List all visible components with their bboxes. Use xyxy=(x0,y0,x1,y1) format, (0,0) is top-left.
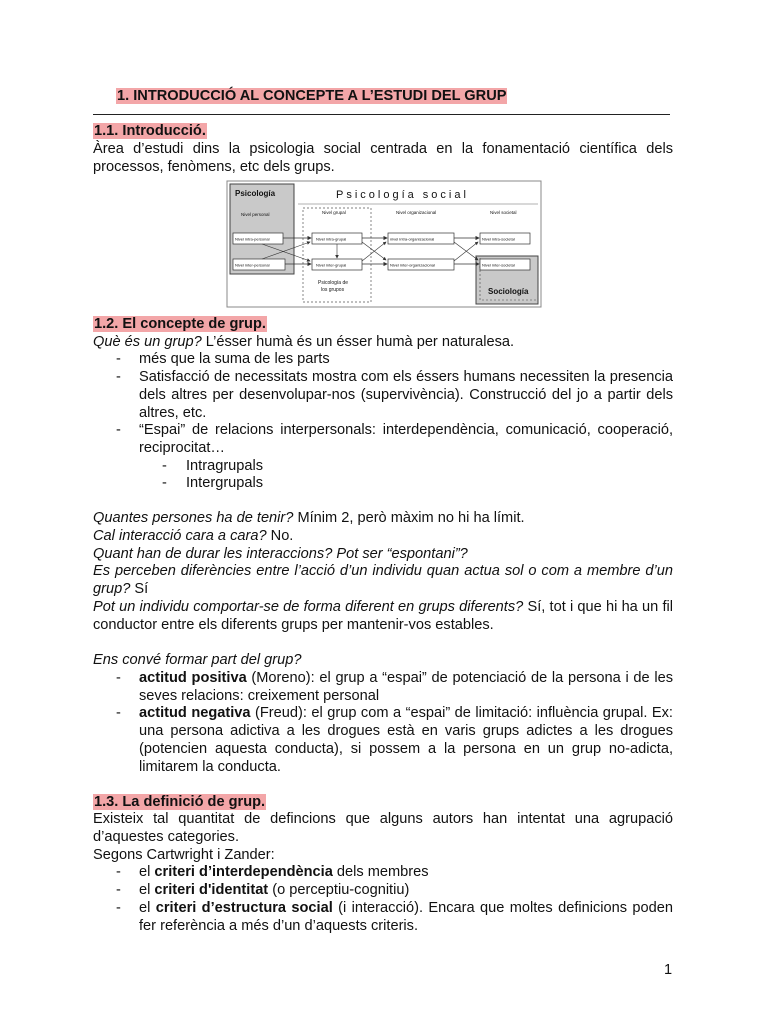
question-what-is-group: Què és un grup? L’ésser humà és un ésser humà per naturalesa. xyxy=(93,334,515,350)
page-number: 1 xyxy=(664,962,673,978)
col-grupal-label: Nivel grupal xyxy=(322,210,346,215)
svg-text:Nivel intra-grupal: Nivel intra-grupal xyxy=(316,236,347,242)
col-org-label: Nivel organizacional xyxy=(396,210,437,215)
col-personal-label: Nivel personal xyxy=(241,212,270,217)
list-item: actitud positiva (Moreno): el grup a “espai” de potenciació de la persona i de les seves relacions: creixement personal xyxy=(139,670,673,704)
psicologia-label: Psicología xyxy=(235,189,276,198)
section-heading-1-1: 1.1. Introducció. xyxy=(94,123,206,139)
group-psych-label-2: los grupos xyxy=(321,287,345,293)
group-psych-label-1: Psicología de xyxy=(318,280,349,286)
list-item: “Espai” de relacions interpersonals: interdependència, comunicació, cooperació, reciprocitat… xyxy=(139,422,673,456)
sub-list-item: Intergrupals xyxy=(186,475,264,491)
section-1-3-intro: Segons Cartwright i Zander: xyxy=(93,847,275,863)
list-item: el criteri d’estructura social (i interacció). Encara que moltes definicions poden fer referència a més d’un d’aquests criteris. xyxy=(139,900,674,934)
diagram-title: Psicología social xyxy=(336,189,469,201)
sub-list-item: Intragrupals xyxy=(186,458,264,474)
svg-text:Nivel inter-organizacional: Nivel inter-organizacional xyxy=(390,262,435,268)
psychology-levels-diagram xyxy=(226,180,542,308)
col-soc-label: Nivel societal xyxy=(490,210,517,215)
svg-text:Nivel intra-personal: Nivel intra-personal xyxy=(235,236,270,242)
list-item: actitud negativa (Freud): el grup com a “espai” de limitació: influència grupal. Ex: una persona adictiva a les drogues està en varis grups adictes a les drogues (potencien aquesta conducta), si possem a la persona en un grup no-adicta, limitarem la conducta. xyxy=(139,705,673,775)
list-item: el criteri d'identitat (o perceptiu-cognitiu) xyxy=(139,882,410,898)
svg-text:Nivel inter-personal: Nivel inter-personal xyxy=(235,262,270,268)
question-differences: Es perceben diferències entre l’acció d’un individu quan actua sol o com a membre d’un grup? Sí xyxy=(93,563,673,597)
document-page: 1. INTRODUCCIÓ AL CONCEPTE A L’ESTUDI DEL GRUP 1.1. Introducció. Àrea d’estudi dins la psicologia social centrada en la fonamentació científica dels processos, fenòmens, etc dels grups. Psicología Nivel personal Psicología social Nivel grupal Nivel organizacional Nivel societal Sociología Nivel intra-personal Nivel intra-grupal nivel intra-organizacional Nivel intra-societal Nivel inter-personal Nivel inter-grupal Nivel inter-organizacional Nivel inter-societal Psicología de los grupos 1.2. El concepte de grup. Què és un grup? L’ésser humà és un ésser humà per naturalesa. - més que la suma de les parts - Satisfacció de necessitats mostra com els éssers humans necessiten la presencia dels altres per desenvolupar-nos (supervivència). Construcció del jo a partir dels altres, etc. - “Espai” de relacions interpersonals: interdependència, comunicació, cooperació, reciprocitat… - Intragrupals - Intergrupals Quantes persones ha de tenir? Mínim 2, però màxim no hi ha límit. Cal interacció cara a cara? No. Quant han de durar les interaccions? Pot ser “espontani”? Es perceben diferències entre l’acció d’un individu quan actua sol o com a membre d’un grup? Sí Pot un individu comportar-se de forma diferent en grups diferents? Sí, tot i que hi ha un fil conductor entre els diferents grups per mantenir-vos estables. Ens convé formar part del grup? - actitud positiva (Moreno): el grup a “espai” de potenciació de la persona i de les seves relacions: creixement personal - actitud negativa (Freud): el grup com a “espai” de limitació: influència grupal. Ex: una persona adictiva a les drogues està en varis grups adictes a les drogues (potencien aquesta conducta), si possem a la persona en un grup no-adicta, limitarem la conducta. 1.3. La definició de grup. Existeix tal quantitat de defincions que alguns autors han intentat una agrupació d’aquestes categories. Segons Cartwright i Zander: - el criteri d’interdependència dels membres - el criteri d'identitat (o perceptiu-cognitiu) - el criteri d’estructura social (i interacció). Encara que moltes definicions poden fer referència a més d’un d’aquests criteris. 1 xyxy=(93,88,674,978)
svg-text:Nivel inter-societal: Nivel inter-societal xyxy=(482,262,515,268)
question-face-to-face: Cal interacció cara a cara? No. xyxy=(93,528,294,544)
title-underline xyxy=(93,114,670,115)
section-heading-1-2: 1.2. El concepte de grup. xyxy=(94,316,266,332)
page-title: 1. INTRODUCCIÓ AL CONCEPTE A L’ESTUDI DEL GRUP xyxy=(117,88,507,104)
sociologia-label: Sociología xyxy=(488,287,529,296)
section-1-1-text: Àrea d’estudi dins la psicologia social centrada en la fonamentació científica dels processos, fenòmens, etc dels grups. xyxy=(93,141,673,175)
question-belong: Ens convé formar part del grup? xyxy=(93,652,302,668)
list-item: més que la suma de les parts xyxy=(139,351,330,367)
question-how-many: Quantes persones ha de tenir? Mínim 2, però màxim no hi ha límit. xyxy=(93,510,525,526)
list-item: el criteri d’interdependència dels membres xyxy=(139,864,429,880)
question-duration: Quant han de durar les interaccions? Pot ser “espontani”? xyxy=(93,546,468,562)
list-item: Satisfacció de necessitats mostra com els éssers humans necessiten la presencia dels altres per desenvolupar-nos (supervivència). Construcció del jo a partir dels altres, etc. xyxy=(139,369,673,421)
section-heading-1-3: 1.3. La definició de grup. xyxy=(94,794,266,810)
question-different-groups: Pot un individu comportar-se de forma diferent en grups diferents? Sí, tot i que hi ha un fil conductor entre els diferents grups per mantenir-vos estables. xyxy=(93,599,673,633)
svg-text:Nivel inter-grupal: Nivel inter-grupal xyxy=(316,262,347,268)
svg-text:nivel intra-organizacional: nivel intra-organizacional xyxy=(390,236,435,242)
section-1-3-text: Existeix tal quantitat de defincions que alguns autors han intentat una agrupació d’aquestes categories. xyxy=(93,811,673,845)
svg-text:Nivel intra-societal: Nivel intra-societal xyxy=(482,236,515,242)
